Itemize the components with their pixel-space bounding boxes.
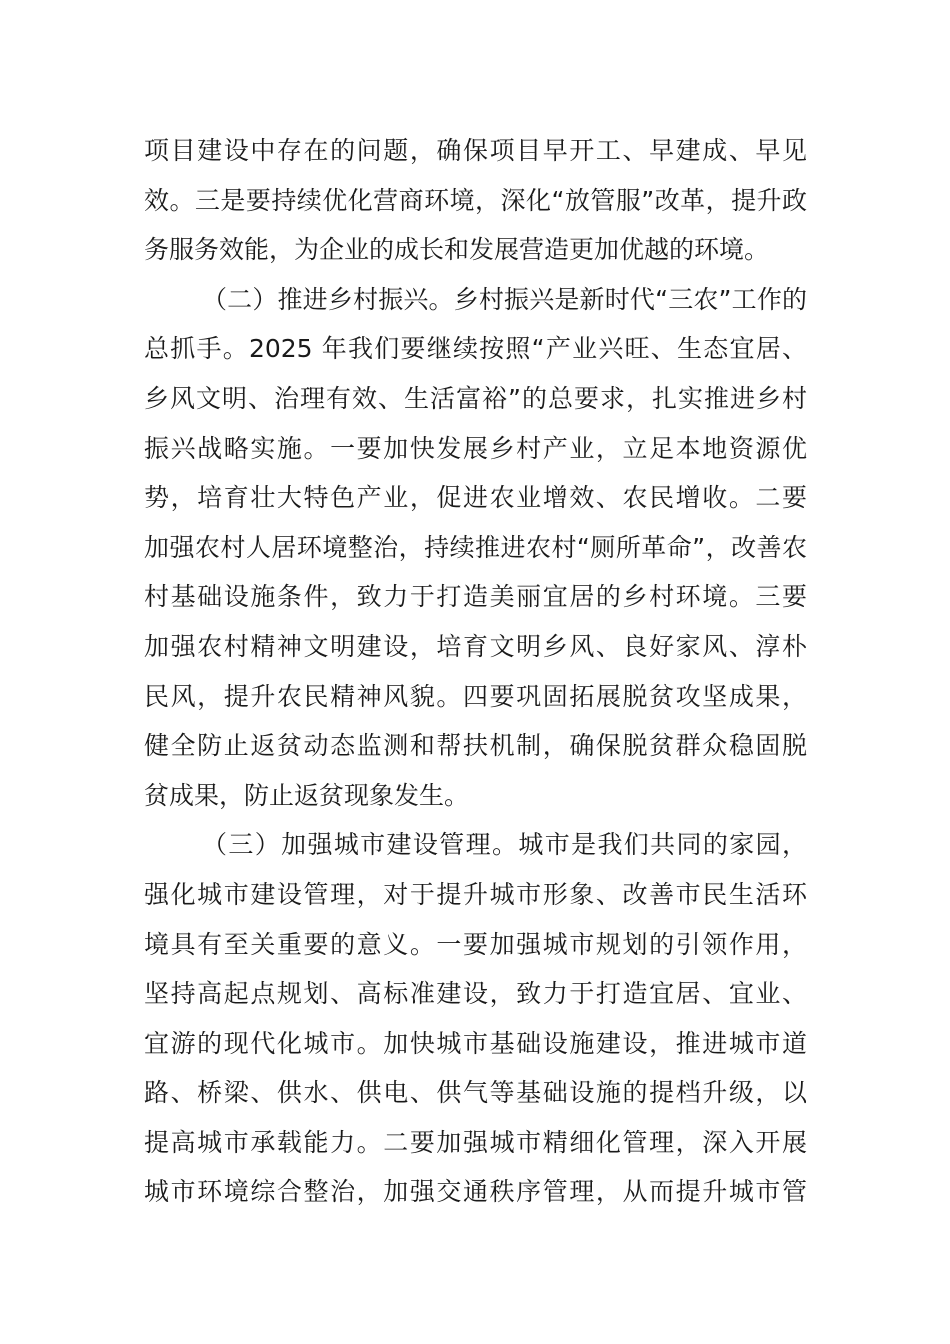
paragraph-3-line-7: 提高城市承载能力。二要加强城市精细化管理，深入开展 [144,1127,807,1157]
paragraph-2-line-5: 势，培育壮大特色产业，促进农业增效、农民增收。二要 [144,483,807,513]
paragraph-1-line-3: 务服务效能，为企业的成长和发展营造更加优越的环境。 [144,235,770,265]
paragraph-3-line-3: 境具有至关重要的意义。一要加强城市规划的引领作用， [144,929,807,959]
paragraph-3-line-5: 宜游的现代化城市。加快城市基础设施建设，推进城市道 [144,1028,807,1058]
paragraph-2-line-2: 总抓手。2025 年我们要继续按照“产业兴旺、生态宜居、 [144,334,807,364]
paragraph-2-line-8: 加强农村精神文明建设，培育文明乡风、良好家风、淳朴 [144,631,807,661]
paragraph-3-line-4: 坚持高起点规划、高标准建设，致力于打造宜居、宜业、 [144,979,807,1009]
paragraph-2-line-7: 村基础设施条件，致力于打造美丽宜居的乡村环境。三要 [144,582,807,612]
paragraph-3-line-8: 城市环境综合整治，加强交通秩序管理，从而提升城市管 [144,1177,807,1207]
paragraph-2-line-4: 振兴战略实施。一要加快发展乡村产业，立足本地资源优 [144,433,807,463]
paragraph-2-line-6: 加强农村人居环境整治，持续推进农村“厕所革命”，改善农 [144,532,807,562]
paragraph-3-line-2: 强化城市建设管理，对于提升城市形象、改善市民生活环 [144,879,807,909]
paragraph-2-line-11: 贫成果，防止返贫现象发生。 [144,780,470,810]
paragraph-2-line-9: 民风，提升农民精神风貌。四要巩固拓展脱贫攻坚成果， [144,681,807,711]
paragraph-2-line-1: （二）推进乡村振兴。乡村振兴是新时代“三农”工作的 [202,284,807,314]
paragraph-1-line-1: 项目建设中存在的问题，确保项目早开工、早建成、早见 [144,136,807,165]
paragraph-2-line-3: 乡风文明、治理有效、生活富裕”的总要求，扎实推进乡村 [144,383,807,413]
paragraph-3-line-1: （三）加强城市建设管理。城市是我们共同的家园， [202,830,807,860]
paragraph-1-line-2: 效。三是要持续优化营商环境，深化“放管服”改革，提升政 [144,185,807,215]
body-text [144,126,807,1217]
paragraph-3-line-6: 路、桥梁、供水、供电、供气等基础设施的提档升级，以 [144,1078,807,1108]
paragraph-2-line-10: 健全防止返贫动态监测和帮扶机制，确保脱贫群众稳固脱 [144,731,807,761]
